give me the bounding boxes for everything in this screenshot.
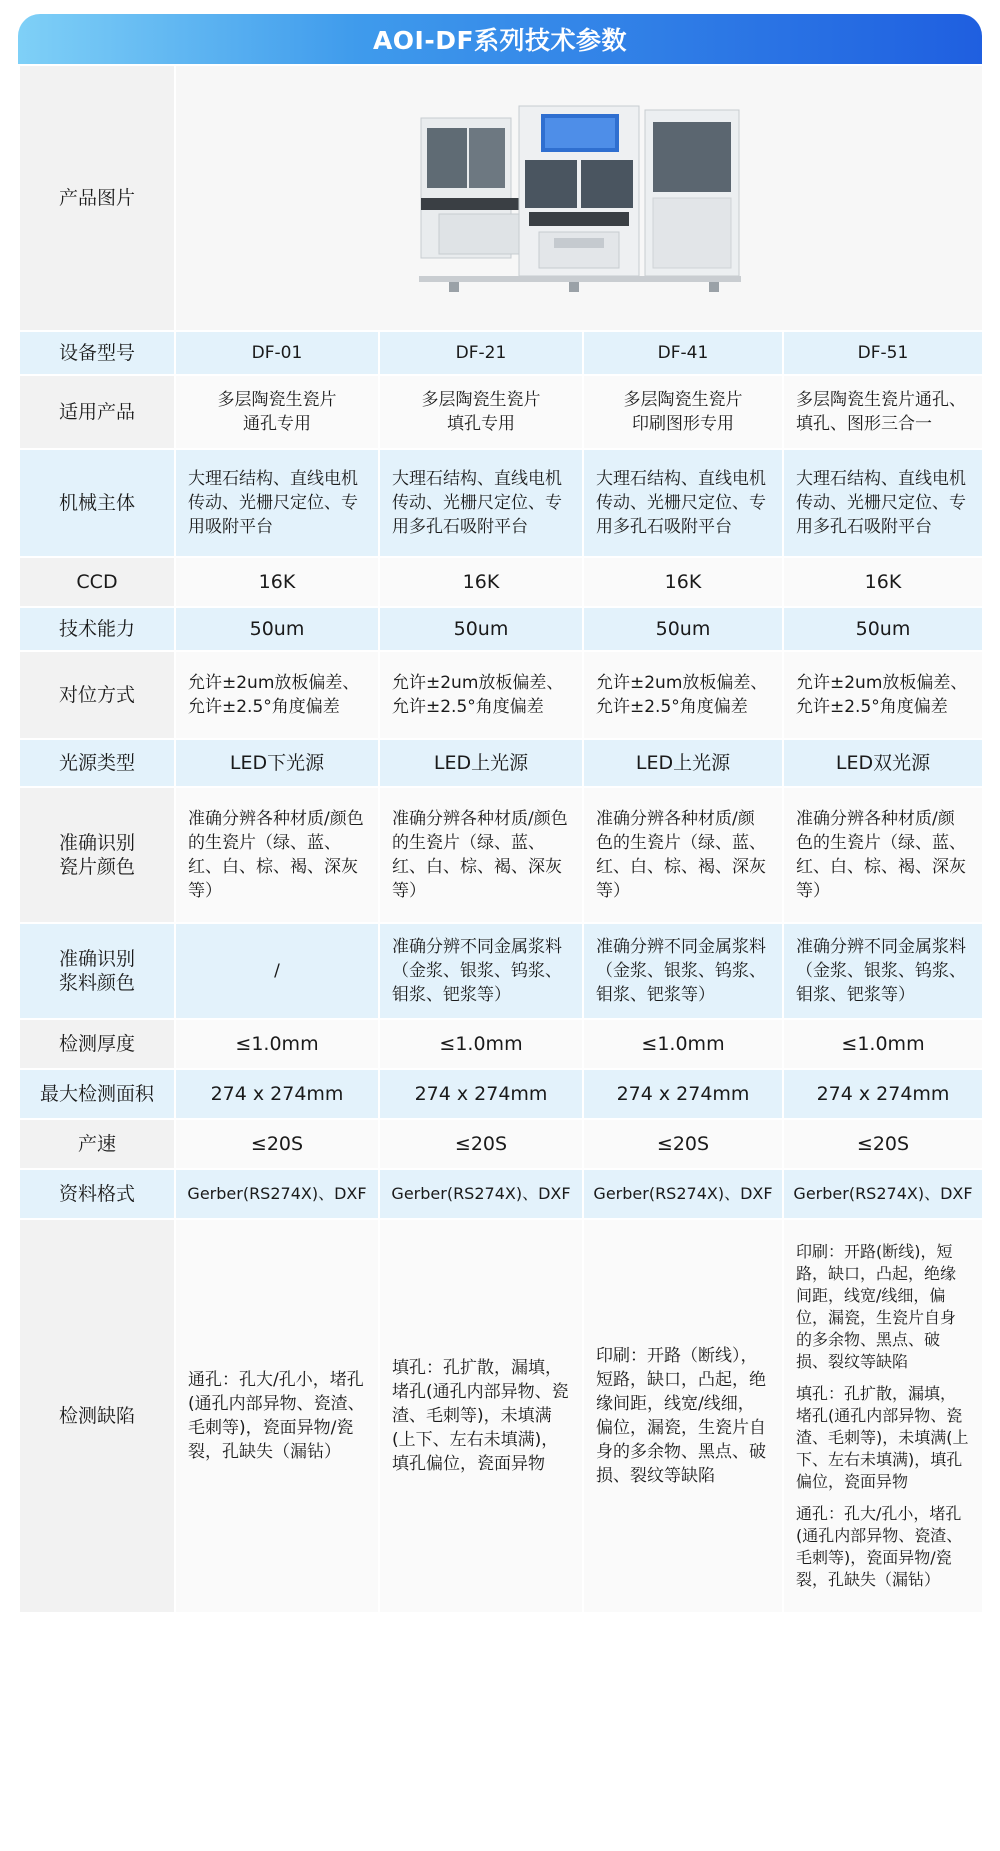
format-df21: Gerber(RS274X)、DXF [379,1169,583,1219]
sheet-color-df41: 准确分辨各种材质/颜色的生瓷片（绿、蓝、红、白、棕、褐、深灰等） [583,787,783,923]
mechanics-df01: 大理石结构、直线电机传动、光栅尺定位、专用吸附平台 [175,449,379,557]
light-df21: LED上光源 [379,739,583,787]
label-speed: 产速 [19,1119,175,1169]
row-mechanics [19,449,983,557]
alignment-df41: 允许±2um放板偏差、允许±2.5°角度偏差 [583,651,783,739]
capability-df51: 50um [783,607,983,651]
ccd-df41: 16K [583,557,783,607]
label-defects: 检测缺陷 [19,1219,175,1613]
thickness-df41: ≤1.0mm [583,1019,783,1069]
product-image-cell [175,65,983,331]
area-df51: 274 x 274mm [783,1069,983,1119]
defects-df51-fill: 填孔：孔扩散，漏填，堵孔(通孔内部异物、瓷渣、毛刺等)，未填满(上下、左右未填满)，填孔偏位，瓷面异物 [796,1384,969,1491]
products-df51: 多层陶瓷生瓷片通孔、填孔、图形三合一 [783,375,983,449]
label-sheet-color-line2: 瓷片颜色 [58,856,135,878]
ccd-df01: 16K [175,557,379,607]
spec-table [18,64,984,1614]
aoi-machine-image [409,88,749,308]
label-paste-color-line2: 浆料颜色 [58,972,135,994]
defects-df51 [783,1219,983,1613]
label-sheet-color [19,787,175,923]
paste-color-df21: 准确分辨不同金属浆料（金浆、银浆、钨浆、钼浆、钯浆等） [379,923,583,1019]
label-format: 资料格式 [19,1169,175,1219]
page-title: AOI-DF系列技术参数 [18,14,982,64]
sheet-color-df51: 准确分辨各种材质/颜色的生瓷片（绿、蓝、红、白、棕、褐、深灰等） [783,787,983,923]
defects-df21: 填孔：孔扩散，漏填，堵孔(通孔内部异物、瓷渣、毛刺等)，未填满(上下、左右未填满)，填孔偏位，瓷面异物 [379,1219,583,1613]
paste-color-df41: 准确分辨不同金属浆料（金浆、银浆、钨浆、钼浆、钯浆等） [583,923,783,1019]
capability-df21: 50um [379,607,583,651]
model-df51: DF-51 [783,331,983,375]
sheet-color-df01: 准确分辨各种材质/颜色的生瓷片（绿、蓝、红、白、棕、褐、深灰等） [175,787,379,923]
row-product-image [19,65,983,331]
thickness-df01: ≤1.0mm [175,1019,379,1069]
model-df41: DF-41 [583,331,783,375]
row-light [19,739,983,787]
capability-df41: 50um [583,607,783,651]
row-ccd [19,557,983,607]
ccd-df51: 16K [783,557,983,607]
products-df01: 多层陶瓷生瓷片 通孔专用 [175,375,379,449]
paste-color-df01: / [175,923,379,1019]
row-products [19,375,983,449]
defects-df01: 通孔：孔大/孔小，堵孔(通孔内部异物、瓷渣、毛刺等)，瓷面异物/瓷裂，孔缺失（漏钻） [175,1219,379,1613]
speed-df51: ≤20S [783,1119,983,1169]
light-df41: LED上光源 [583,739,783,787]
light-df51: LED双光源 [783,739,983,787]
row-paste-color [19,923,983,1019]
ccd-df21: 16K [379,557,583,607]
label-area: 最大检测面积 [19,1069,175,1119]
products-df21: 多层陶瓷生瓷片 填孔专用 [379,375,583,449]
area-df21: 274 x 274mm [379,1069,583,1119]
row-alignment [19,651,983,739]
area-df01: 274 x 274mm [175,1069,379,1119]
defects-df41: 印刷：开路（断线），短路，缺口，凸起，绝缘间距，线宽/线细，偏位，漏瓷，生瓷片自身的多余物、黑点、破损、裂纹等缺陷 [583,1219,783,1613]
row-capability [19,607,983,651]
label-model: 设备型号 [19,331,175,375]
label-thickness: 检测厚度 [19,1019,175,1069]
light-df01: LED下光源 [175,739,379,787]
products-df41: 多层陶瓷生瓷片 印刷图形专用 [583,375,783,449]
row-format [19,1169,983,1219]
model-df01: DF-01 [175,331,379,375]
alignment-df21: 允许±2um放板偏差、允许±2.5°角度偏差 [379,651,583,739]
capability-df01: 50um [175,607,379,651]
row-thickness [19,1019,983,1069]
spec-sheet [18,14,982,1614]
paste-color-df51: 准确分辨不同金属浆料（金浆、银浆、钨浆、钼浆、钯浆等） [783,923,983,1019]
model-df21: DF-21 [379,331,583,375]
format-df01: Gerber(RS274X)、DXF [175,1169,379,1219]
label-products: 适用产品 [19,375,175,449]
row-speed [19,1119,983,1169]
row-defects [19,1219,983,1613]
label-paste-color [19,923,175,1019]
row-sheet-color [19,787,983,923]
speed-df01: ≤20S [175,1119,379,1169]
row-area [19,1069,983,1119]
area-df41: 274 x 274mm [583,1069,783,1119]
row-model [19,331,983,375]
label-ccd: CCD [19,557,175,607]
label-paste-color-line1: 准确识别 [58,948,135,970]
label-sheet-color-line1: 准确识别 [58,832,135,854]
mechanics-df21: 大理石结构、直线电机传动、光栅尺定位、专用多孔石吸附平台 [379,449,583,557]
alignment-df51: 允许±2um放板偏差、允许±2.5°角度偏差 [783,651,983,739]
format-df41: Gerber(RS274X)、DXF [583,1169,783,1219]
speed-df21: ≤20S [379,1119,583,1169]
label-product-image: 产品图片 [19,65,175,331]
format-df51: Gerber(RS274X)、DXF [783,1169,983,1219]
label-light: 光源类型 [19,739,175,787]
defects-df51-through: 通孔：孔大/孔小，堵孔(通孔内部异物、瓷渣、毛刺等)，瓷面异物/瓷裂，孔缺失（漏钻） [796,1504,963,1589]
thickness-df21: ≤1.0mm [379,1019,583,1069]
thickness-df51: ≤1.0mm [783,1019,983,1069]
alignment-df01: 允许±2um放板偏差、允许±2.5°角度偏差 [175,651,379,739]
mechanics-df41: 大理石结构、直线电机传动、光栅尺定位、专用多孔石吸附平台 [583,449,783,557]
label-capability: 技术能力 [19,607,175,651]
label-mechanics: 机械主体 [19,449,175,557]
mechanics-df51: 大理石结构、直线电机传动、光栅尺定位、专用多孔石吸附平台 [783,449,983,557]
defects-df51-print: 印刷：开路(断线)，短路，缺口，凸起，绝缘间距，线宽/线细，偏位，漏瓷，生瓷片自身的多余物、黑点、破损、裂纹等缺陷 [796,1242,957,1371]
speed-df41: ≤20S [583,1119,783,1169]
label-alignment: 对位方式 [19,651,175,739]
sheet-color-df21: 准确分辨各种材质/颜色的生瓷片（绿、蓝、红、白、棕、褐、深灰等） [379,787,583,923]
